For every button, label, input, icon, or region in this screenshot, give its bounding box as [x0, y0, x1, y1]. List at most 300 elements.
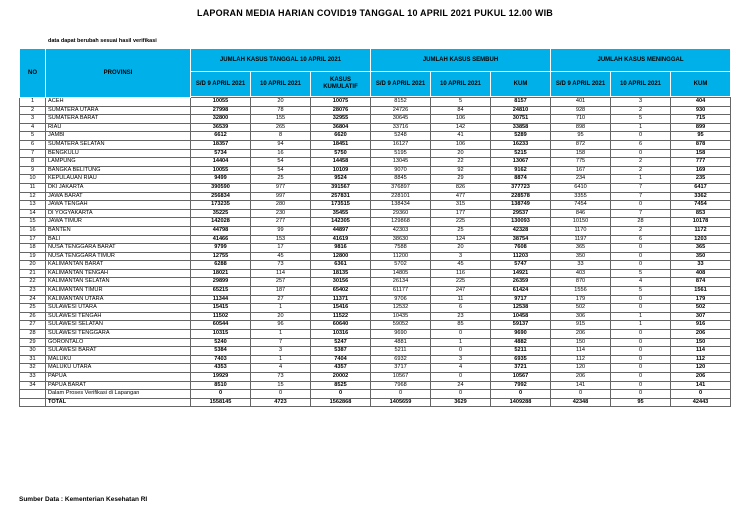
- cell-meninggal-kum: 206: [671, 373, 731, 382]
- cell-meninggal-kum: 777: [671, 158, 731, 167]
- cell-sembuh-kum: 3721: [491, 364, 551, 373]
- cell-sembuh-kum: 30751: [491, 115, 551, 124]
- table-row: [20, 312, 731, 321]
- cell-provinsi: MALUKU: [46, 355, 191, 364]
- cell-meninggal-kum: 878: [671, 140, 731, 149]
- cell-sembuh-kum: 12538: [491, 304, 551, 313]
- cell-kasus-sd: 10315: [191, 330, 251, 339]
- cell-kasus-kumulatif: 18451: [311, 140, 371, 149]
- cell-no: 2: [20, 106, 46, 115]
- cell-provinsi: BANGKA BELITUNG: [46, 166, 191, 175]
- cell-kasus-10: 20: [251, 312, 311, 321]
- header-kasus-kumulatif: KASUS KUMULATIF: [311, 72, 371, 97]
- cell-meninggal-sd: 365: [551, 244, 611, 253]
- cell-provinsi: PAPUA: [46, 373, 191, 382]
- cell-kasus-10: 153: [251, 235, 311, 244]
- cell-meninggal-10: 1: [611, 312, 671, 321]
- cell-kasus-sd: 44798: [191, 226, 251, 235]
- cell-sembuh-10: 85: [431, 321, 491, 330]
- table-row: [20, 209, 731, 218]
- cell-kasus-sd: 142028: [191, 218, 251, 227]
- cell-no: 10: [20, 175, 46, 184]
- cell-provinsi: SULAWESI TENGAH: [46, 312, 191, 321]
- cell-kasus-sd: 7403: [191, 355, 251, 364]
- cell-kasus-sd: 10055: [191, 166, 251, 175]
- cell-meninggal-kum: 179: [671, 295, 731, 304]
- cell-meninggal-10: 0: [611, 338, 671, 347]
- table-row: [20, 287, 731, 296]
- cell-kasus-10: 25: [251, 175, 311, 184]
- cell-kasus-sd: 0: [191, 390, 251, 399]
- cell-kasus-sd: 6612: [191, 132, 251, 141]
- cell-meninggal-sd: 95: [551, 132, 611, 141]
- cell-kasus-kumulatif: 9816: [311, 244, 371, 253]
- cell-no: 15: [20, 218, 46, 227]
- table-row: [20, 261, 731, 270]
- cell-no: 24: [20, 295, 46, 304]
- cell-kasus-10: 0: [251, 390, 311, 399]
- cell-kasus-10: 265: [251, 123, 311, 132]
- cell-meninggal-kum: 114: [671, 347, 731, 356]
- cell-kasus-kumulatif: 20002: [311, 373, 371, 382]
- cell-sembuh-kum: 8874: [491, 175, 551, 184]
- cell-kasus-sd: 27998: [191, 106, 251, 115]
- cell-provinsi: NUSA TENGGARA BARAT: [46, 244, 191, 253]
- cell-sembuh-sd: 29360: [371, 209, 431, 218]
- header-group-sembuh: JUMLAH KASUS SEMBUH: [371, 49, 551, 72]
- cell-meninggal-kum: 1561: [671, 287, 731, 296]
- cell-meninggal-sd: 1556: [551, 287, 611, 296]
- cell-meninggal-10: 0: [611, 355, 671, 364]
- table-row: [20, 192, 731, 201]
- cell-meninggal-kum: 0: [671, 390, 731, 399]
- cell-kasus-10: 1: [251, 355, 311, 364]
- cell-kasus-sd: 14404: [191, 158, 251, 167]
- cell-sembuh-kum: 24810: [491, 106, 551, 115]
- cell-sembuh-10: 41: [431, 132, 491, 141]
- cell-provinsi: SULAWESI SELATAN: [46, 321, 191, 330]
- cell-sembuh-kum: 33858: [491, 123, 551, 132]
- cell-sembuh-kum: 38754: [491, 235, 551, 244]
- cell-sembuh-sd: 26134: [371, 278, 431, 287]
- cell-no: 25: [20, 304, 46, 313]
- cell-kasus-kumulatif: 10075: [311, 98, 371, 107]
- cell-meninggal-10: 0: [611, 390, 671, 399]
- cell-kasus-kumulatif: 60640: [311, 321, 371, 330]
- cell-provinsi: GORONTALO: [46, 338, 191, 347]
- header-kasus-10: 10 APRIL 2021: [251, 72, 311, 97]
- cell-meninggal-kum: 916: [671, 321, 731, 330]
- cell-sembuh-sd: 8845: [371, 175, 431, 184]
- cell-provinsi: BENGKULU: [46, 149, 191, 158]
- cell-meninggal-kum: 408: [671, 269, 731, 278]
- cell-sembuh-kum: 130093: [491, 218, 551, 227]
- cell-sembuh-sd: 12532: [371, 304, 431, 313]
- table-row: [20, 338, 731, 347]
- cell-no: 14: [20, 209, 46, 218]
- cell-no: 18: [20, 244, 46, 253]
- cell-kasus-sd: 6288: [191, 261, 251, 270]
- cell-sembuh-kum: 8157: [491, 98, 551, 107]
- table-row: [20, 364, 731, 373]
- cell-provinsi: JAMBI: [46, 132, 191, 141]
- cell-kasus-kumulatif: 6361: [311, 261, 371, 270]
- total-row: [20, 398, 731, 407]
- cell-sembuh-sd: 30645: [371, 115, 431, 124]
- cell-sembuh-10: 225: [431, 218, 491, 227]
- cell-meninggal-kum: 6417: [671, 183, 731, 192]
- cell-sembuh-kum: 10458: [491, 312, 551, 321]
- cell-sembuh-10: 3: [431, 355, 491, 364]
- cell-sembuh-sd: 9690: [371, 330, 431, 339]
- cell-kasus-10: 16: [251, 149, 311, 158]
- cell-kasus-10: 73: [251, 261, 311, 270]
- cell-sembuh-kum: 228578: [491, 192, 551, 201]
- cell-provinsi: SUMATERA SELATAN: [46, 140, 191, 149]
- cell-sembuh-10: 177: [431, 209, 491, 218]
- cell-sembuh-10: 106: [431, 140, 491, 149]
- cell-sembuh-10: 247: [431, 287, 491, 296]
- table-row: [20, 252, 731, 261]
- cell-meninggal-sd: 10150: [551, 218, 611, 227]
- cell-meninggal-kum: 206: [671, 330, 731, 339]
- cell-sembuh-sd: 6932: [371, 355, 431, 364]
- cell-kasus-kumulatif: 5247: [311, 338, 371, 347]
- cell-sembuh-10: 84: [431, 106, 491, 115]
- cell-meninggal-10: 0: [611, 261, 671, 270]
- cell-kasus-kumulatif: 18135: [311, 269, 371, 278]
- table-row: [20, 140, 731, 149]
- cell-meninggal-kum: 33: [671, 261, 731, 270]
- cell-sembuh-10: 24: [431, 381, 491, 390]
- cell-sembuh-sd: 8152: [371, 98, 431, 107]
- cell-no: 1: [20, 98, 46, 107]
- cell-provinsi: NUSA TENGGARA TIMUR: [46, 252, 191, 261]
- cell-provinsi: KALIMANTAN UTARA: [46, 295, 191, 304]
- cell-no: 19: [20, 252, 46, 261]
- cell-meninggal-10: 5: [611, 269, 671, 278]
- table-row: [20, 98, 731, 107]
- cell-meninggal-kum: 120: [671, 364, 731, 373]
- cell-kasus-10: 96: [251, 321, 311, 330]
- cell-sembuh-sd: 138434: [371, 201, 431, 210]
- cell-no: 30: [20, 347, 46, 356]
- header-kasus-sd: S/D 9 APRIL 2021: [191, 72, 251, 97]
- cell-sembuh-10: 106: [431, 115, 491, 124]
- cell-sembuh-10: 0: [431, 373, 491, 382]
- cell-meninggal-10: 2: [611, 106, 671, 115]
- cell-kasus-kumulatif: 6620: [311, 132, 371, 141]
- cell-kasus-kumulatif: 15416: [311, 304, 371, 313]
- cell-no: 13: [20, 201, 46, 210]
- cell-kasus-kumulatif: 5387: [311, 347, 371, 356]
- cell-provinsi: SULAWESI TENGGARA: [46, 330, 191, 339]
- cell-kasus-10: 54: [251, 158, 311, 167]
- cell-provinsi: BALI: [46, 235, 191, 244]
- cell-provinsi: SUMATERA UTARA: [46, 106, 191, 115]
- cell-provinsi: SULAWESI BARAT: [46, 347, 191, 356]
- cell-sembuh-kum: 1409288: [491, 398, 551, 407]
- cell-kasus-kumulatif: 10316: [311, 330, 371, 339]
- cell-meninggal-10: 2: [611, 158, 671, 167]
- cell-meninggal-sd: 234: [551, 175, 611, 184]
- cell-sembuh-kum: 14921: [491, 269, 551, 278]
- header-no: NO: [20, 49, 46, 98]
- header-group-meninggal: JUMLAH KASUS MENINGGAL: [551, 49, 731, 72]
- cell-kasus-sd: 4353: [191, 364, 251, 373]
- cell-sembuh-10: 3: [431, 252, 491, 261]
- header-provinsi: PROVINSI: [46, 49, 191, 98]
- cell-meninggal-10: 0: [611, 381, 671, 390]
- cell-kasus-10: 78: [251, 106, 311, 115]
- cell-no: 16: [20, 226, 46, 235]
- cell-meninggal-10: 6: [611, 140, 671, 149]
- cell-kasus-10: 4: [251, 364, 311, 373]
- cell-meninggal-kum: 42443: [671, 398, 731, 407]
- cell-provinsi: KALIMANTAN SELATAN: [46, 278, 191, 287]
- cell-meninggal-kum: 169: [671, 166, 731, 175]
- cell-meninggal-sd: 112: [551, 355, 611, 364]
- cell-no: 7: [20, 149, 46, 158]
- cell-sembuh-sd: 24726: [371, 106, 431, 115]
- cell-sembuh-kum: 13067: [491, 158, 551, 167]
- cell-meninggal-sd: 870: [551, 278, 611, 287]
- cell-meninggal-sd: 150: [551, 338, 611, 347]
- cell-provinsi: KALIMANTAN TENGAH: [46, 269, 191, 278]
- cell-kasus-kumulatif: 10109: [311, 166, 371, 175]
- cell-kasus-kumulatif: 14458: [311, 158, 371, 167]
- cell-sembuh-10: 6: [431, 304, 491, 313]
- cell-meninggal-10: 7: [611, 209, 671, 218]
- table-row: [20, 183, 731, 192]
- table-row: [20, 373, 731, 382]
- cell-meninggal-10: 2: [611, 226, 671, 235]
- table-row: [20, 321, 731, 330]
- cell-kasus-10: 155: [251, 115, 311, 124]
- header-sembuh-sd: S/D 9 APRIL 2021: [371, 72, 431, 97]
- cell-sembuh-10: 5: [431, 98, 491, 107]
- cell-meninggal-10: 2: [611, 166, 671, 175]
- cell-sembuh-kum: 11203: [491, 252, 551, 261]
- cell-sembuh-sd: 14805: [371, 269, 431, 278]
- cell-meninggal-sd: 206: [551, 373, 611, 382]
- cell-meninggal-sd: 775: [551, 158, 611, 167]
- cell-kasus-10: 230: [251, 209, 311, 218]
- cell-meninggal-kum: 112: [671, 355, 731, 364]
- cell-kasus-kumulatif: 7404: [311, 355, 371, 364]
- cell-sembuh-kum: 5211: [491, 347, 551, 356]
- cell-sembuh-sd: 16127: [371, 140, 431, 149]
- header-group-kasus: JUMLAH KASUS TANGGAL 10 APRIL 2021: [191, 49, 371, 72]
- cell-kasus-10: 27: [251, 295, 311, 304]
- table-row: [20, 390, 731, 399]
- cell-provinsi: RIAU: [46, 123, 191, 132]
- cell-sembuh-sd: 7588: [371, 244, 431, 253]
- cell-meninggal-10: 0: [611, 149, 671, 158]
- cell-meninggal-10: 0: [611, 295, 671, 304]
- cell-sembuh-kum: 9162: [491, 166, 551, 175]
- cell-kasus-10: 7: [251, 338, 311, 347]
- cell-kasus-10: 4723: [251, 398, 311, 407]
- cell-kasus-10: 997: [251, 192, 311, 201]
- cell-no: 32: [20, 364, 46, 373]
- table-row: [20, 330, 731, 339]
- cell-meninggal-10: 0: [611, 252, 671, 261]
- cell-sembuh-sd: 33716: [371, 123, 431, 132]
- cell-sembuh-kum: 4882: [491, 338, 551, 347]
- cell-no: 5: [20, 132, 46, 141]
- cell-sembuh-10: 11: [431, 295, 491, 304]
- cell-no: 28: [20, 330, 46, 339]
- cell-kasus-sd: 9799: [191, 244, 251, 253]
- cell-sembuh-sd: 1405659: [371, 398, 431, 407]
- cell-kasus-kumulatif: 1562868: [311, 398, 371, 407]
- cell-meninggal-sd: 0: [551, 390, 611, 399]
- cell-kasus-sd: 5384: [191, 347, 251, 356]
- table-row: [20, 123, 731, 132]
- cell-provinsi: BANTEN: [46, 226, 191, 235]
- cell-kasus-10: 73: [251, 373, 311, 382]
- cell-sembuh-sd: 5248: [371, 132, 431, 141]
- cell-meninggal-kum: 899: [671, 123, 731, 132]
- cell-kasus-kumulatif: 173515: [311, 201, 371, 210]
- cell-sembuh-sd: 11200: [371, 252, 431, 261]
- table-row: [20, 115, 731, 124]
- cell-kasus-10: 1: [251, 304, 311, 313]
- cell-kasus-10: 114: [251, 269, 311, 278]
- table-body: [20, 98, 731, 407]
- cell-provinsi: KEPULAUAN RIAU: [46, 175, 191, 184]
- cell-kasus-kumulatif: 36804: [311, 123, 371, 132]
- cell-sembuh-10: 23: [431, 312, 491, 321]
- cell-meninggal-sd: 141: [551, 381, 611, 390]
- cell-kasus-kumulatif: 11371: [311, 295, 371, 304]
- table-row: [20, 244, 731, 253]
- table-row: [20, 235, 731, 244]
- cell-kasus-sd: 41466: [191, 235, 251, 244]
- cell-sembuh-10: 25: [431, 226, 491, 235]
- cell-meninggal-kum: 930: [671, 106, 731, 115]
- cell-meninggal-10: 0: [611, 132, 671, 141]
- cell-sembuh-sd: 59052: [371, 321, 431, 330]
- cell-kasus-kumulatif: 8525: [311, 381, 371, 390]
- cell-meninggal-kum: 95: [671, 132, 731, 141]
- cell-sembuh-kum: 10567: [491, 373, 551, 382]
- cell-sembuh-sd: 42303: [371, 226, 431, 235]
- cell-provinsi: Dalam Proses Verifikasi di Lapangan: [46, 390, 191, 399]
- cell-no: 33: [20, 373, 46, 382]
- cell-kasus-kumulatif: 35455: [311, 209, 371, 218]
- cell-sembuh-10: 124: [431, 235, 491, 244]
- cell-kasus-sd: 5734: [191, 149, 251, 158]
- cell-meninggal-sd: 179: [551, 295, 611, 304]
- cell-kasus-sd: 11344: [191, 295, 251, 304]
- table-row: [20, 278, 731, 287]
- cell-sembuh-10: 45: [431, 261, 491, 270]
- cell-sembuh-sd: 228101: [371, 192, 431, 201]
- cell-provinsi: SULAWESI UTARA: [46, 304, 191, 313]
- cell-meninggal-kum: 158: [671, 149, 731, 158]
- table-row: [20, 304, 731, 313]
- cell-meninggal-sd: 33: [551, 261, 611, 270]
- cell-meninggal-sd: 1170: [551, 226, 611, 235]
- table-row: [20, 132, 731, 141]
- cell-meninggal-sd: 710: [551, 115, 611, 124]
- header-sembuh-10: 10 APRIL 2021: [431, 72, 491, 97]
- cell-no: 27: [20, 321, 46, 330]
- header-meninggal-sd: S/D 9 APRIL 2021: [551, 72, 611, 97]
- cell-no: 8: [20, 158, 46, 167]
- cell-meninggal-kum: 404: [671, 98, 731, 107]
- cell-sembuh-10: 142: [431, 123, 491, 132]
- cell-kasus-sd: 1558145: [191, 398, 251, 407]
- cell-kasus-10: 977: [251, 183, 311, 192]
- header-sembuh-kum: KUM: [491, 72, 551, 97]
- cell-no: 11: [20, 183, 46, 192]
- cell-meninggal-10: 0: [611, 304, 671, 313]
- cell-meninggal-sd: 7454: [551, 201, 611, 210]
- cell-kasus-10: 45: [251, 252, 311, 261]
- cell-provinsi: DI YOGYAKARTA: [46, 209, 191, 218]
- cell-meninggal-sd: 3355: [551, 192, 611, 201]
- cell-sembuh-sd: 9070: [371, 166, 431, 175]
- cell-kasus-sd: 10055: [191, 98, 251, 107]
- cell-sembuh-10: 0: [431, 390, 491, 399]
- cell-meninggal-10: 0: [611, 201, 671, 210]
- cell-kasus-sd: 12755: [191, 252, 251, 261]
- cell-no: 22: [20, 278, 46, 287]
- cell-kasus-sd: 11502: [191, 312, 251, 321]
- cell-meninggal-10: 28: [611, 218, 671, 227]
- cell-sembuh-kum: 26359: [491, 278, 551, 287]
- cell-provinsi: SUMATERA BARAT: [46, 115, 191, 124]
- cell-kasus-sd: 18357: [191, 140, 251, 149]
- cell-sembuh-10: 1: [431, 338, 491, 347]
- cell-meninggal-sd: 206: [551, 330, 611, 339]
- cell-sembuh-10: 92: [431, 166, 491, 175]
- cell-sembuh-10: 3629: [431, 398, 491, 407]
- cell-sembuh-10: 20: [431, 149, 491, 158]
- cell-no: 31: [20, 355, 46, 364]
- cell-meninggal-kum: 7454: [671, 201, 731, 210]
- cell-kasus-10: 187: [251, 287, 311, 296]
- cell-kasus-sd: 35225: [191, 209, 251, 218]
- table-row: [20, 269, 731, 278]
- cell-kasus-sd: 65215: [191, 287, 251, 296]
- cell-sembuh-kum: 16233: [491, 140, 551, 149]
- cell-sembuh-kum: 138749: [491, 201, 551, 210]
- cell-no: 21: [20, 269, 46, 278]
- cell-meninggal-kum: 502: [671, 304, 731, 313]
- cell-sembuh-sd: 61177: [371, 287, 431, 296]
- cell-sembuh-sd: 10435: [371, 312, 431, 321]
- cell-sembuh-sd: 4881: [371, 338, 431, 347]
- cell-meninggal-kum: 307: [671, 312, 731, 321]
- cell-meninggal-10: 4: [611, 278, 671, 287]
- cell-meninggal-sd: 401: [551, 98, 611, 107]
- cell-provinsi: JAWA BARAT: [46, 192, 191, 201]
- cell-meninggal-10: 5: [611, 115, 671, 124]
- cell-kasus-10: 280: [251, 201, 311, 210]
- cell-sembuh-kum: 9690: [491, 330, 551, 339]
- cell-meninggal-kum: 874: [671, 278, 731, 287]
- cell-sembuh-kum: 377723: [491, 183, 551, 192]
- cell-kasus-10: 54: [251, 166, 311, 175]
- cell-kasus-kumulatif: 0: [311, 390, 371, 399]
- cell-sembuh-kum: 7608: [491, 244, 551, 253]
- cell-kasus-sd: 5240: [191, 338, 251, 347]
- cell-sembuh-sd: 9706: [371, 295, 431, 304]
